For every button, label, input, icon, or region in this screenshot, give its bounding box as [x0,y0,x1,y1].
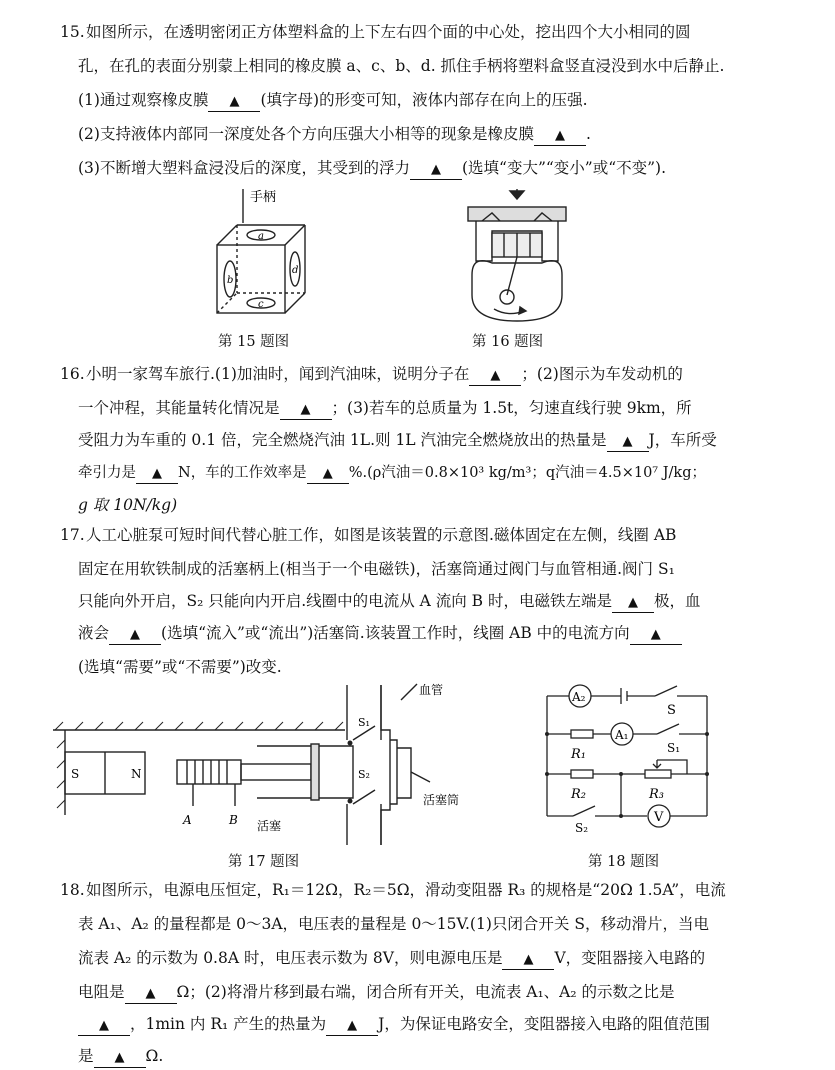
figure-16-caption: 第 16 题图 [472,334,544,350]
q17-line-2: 固定在用软铁制成的活塞柄上(相当于一个电磁铁)，活塞筒通过阀门与血管相通.阀门 S₁ [78,560,675,578]
svg-text:S₁: S₁ [358,716,370,729]
answer-blank[interactable]: ▲ [326,1015,378,1036]
answer-blank[interactable]: ▲ [410,159,462,180]
svg-text:A₁: A₁ [615,728,629,742]
figure-15-caption: 第 15 题图 [218,334,290,350]
q15-line-2: 孔，在孔的表面分别蒙上相同的橡皮膜 a、c、b、d. 抓住手柄将塑料盒竖直浸没到水中后静止. [78,57,725,75]
q17-line-3: 只能向外开启，S₂ 只能向内开启.线圈中的电流从 A 流向 B 时，电磁铁左端是 ▲ 极，血 [78,589,701,613]
svg-text:R₁: R₁ [571,747,586,762]
q16-line-4: 牵引力是 ▲ N，车的工作效率是 ▲ %.(ρ汽油＝0.8×10³ kg/m³；q汽油＝4.5×10⁷ J/kg； [78,461,706,485]
q15-part-1: (1)通过观察橡皮膜 ▲ (填字母)的形变可知，液体内部存在向上的压强. [78,88,588,112]
answer-blank[interactable]: ▲ [534,125,586,146]
answer-blank[interactable]: ▲ [607,431,649,452]
answer-blank[interactable]: ▲ [502,949,554,970]
svg-text:S₂: S₂ [358,768,370,781]
svg-text:d: d [292,265,299,276]
q18-line-2: 表 A₁、A₂ 的量程都是 0～3A，电压表的量程是 0～15V.(1)只闭合开关 S，移动滑片，当电 [78,915,709,933]
svg-text:血管: 血管 [419,683,444,697]
svg-text:N: N [131,767,142,781]
svg-text:b: b [227,275,234,286]
q16-line-2: 一个冲程，其能量转化情况是 ▲ ；(3)若车的总质量为 1.5t，匀速直线行驶 9km，所 [78,396,692,420]
figure-18-caption: 第 18 题图 [588,854,660,870]
figure-16-engine [462,185,572,325]
svg-text:a: a [258,231,264,242]
figure-17-heart-pump [45,680,485,850]
figure-15-cube [200,185,320,330]
answer-blank[interactable]: ▲ [280,399,332,420]
q16-line-1: 16.小明一家驾车旅行.(1)加油时，闻到汽油味，说明分子在 ▲ ；(2)图示为车发动机的 [60,362,683,386]
q18-number: 18. [60,881,85,899]
q15-part-3: (3)不断增大塑料盒浸没后的深度，其受到的浮力 ▲ (选填“变大”“变小”或“不变”). [78,156,666,180]
q16-number: 16. [60,365,85,383]
svg-text:c: c [258,299,264,310]
q17-line-5: (选填“需要”或“不需要”)改变. [78,658,282,676]
svg-text:S: S [71,767,80,781]
q18-line-4: 电阻是 ▲ Ω；(2)将滑片移到最右端，闭合所有开关，电流表 A₁、A₂ 的示数之比是 [78,980,675,1004]
figure-18-circuit [535,678,715,843]
q17-line-1: 17.人工心脏泵可短时间代替心脏工作，如图是该装置的示意图.磁体固定在左侧，线圈 AB [60,523,676,547]
q18-line-5: ▲ ，1min 内 R₁ 产生的热量为 ▲ J，为保证电路安全，变阻器接入电路的阻值范围 [78,1012,710,1036]
answer-blank[interactable]: ▲ [136,464,178,484]
answer-blank[interactable]: ▲ [208,91,260,112]
svg-text:活塞: 活塞 [257,819,282,833]
svg-text:A: A [183,813,192,827]
svg-text:R₃: R₃ [649,787,664,802]
q18-line-3: 流表 A₂ 的示数为 0.8A 时，电压表示数为 8V，则电源电压是 ▲ V，变阻器接入电路的 [78,946,705,970]
svg-text:S₂: S₂ [575,821,589,835]
answer-blank[interactable]: ▲ [630,624,682,645]
q15-part-2: (2)支持液体内部同一深度处各个方向压强大小相等的现象是橡皮膜 ▲ . [78,122,591,146]
q15-number: 15. [60,23,85,41]
answer-blank[interactable]: ▲ [94,1047,146,1068]
svg-text:S₁: S₁ [667,741,681,755]
answer-blank[interactable]: ▲ [307,464,349,484]
answer-blank[interactable]: ▲ [612,592,654,613]
answer-blank[interactable]: ▲ [469,365,521,386]
figure-17-caption: 第 17 题图 [228,854,300,870]
svg-text:R₂: R₂ [571,787,586,802]
q17-line-4: 液会 ▲ (选填“流入”或“流出”)活塞筒.该装置工作时，线圈 AB 中的电流方向 ▲ [78,621,682,645]
q18-line-1: 18.如图所示，电源电压恒定，R₁＝12Ω，R₂＝5Ω，滑动变阻器 R₃ 的规格是“20Ω 1.5A”，电流 [60,878,726,902]
answer-blank[interactable]: ▲ [125,983,177,1004]
q18-line-6: 是 ▲ Ω. [78,1044,163,1068]
answer-blank[interactable]: ▲ [109,624,161,645]
answer-blank[interactable]: ▲ [78,1015,130,1036]
svg-text:A₂: A₂ [572,690,586,704]
svg-text:V: V [654,810,664,825]
svg-text:S: S [667,703,676,718]
svg-text:B: B [229,813,238,827]
q17-number: 17. [60,526,85,544]
handle-label: 手柄 [250,190,277,205]
q16-line-5: g 取 10N/kg) [78,496,178,514]
q16-line-3: 受阻力为车重的 0.1 倍，完全燃烧汽油 1L.则 1L 汽油完全燃烧放出的热量是 ▲ J，车所受 [78,428,717,452]
svg-text:活塞筒: 活塞筒 [423,793,460,807]
q15-line-1: 15.如图所示，在透明密闭正方体塑料盒的上下左右四个面的中心处，挖出四个大小相同的圆 [60,20,691,44]
